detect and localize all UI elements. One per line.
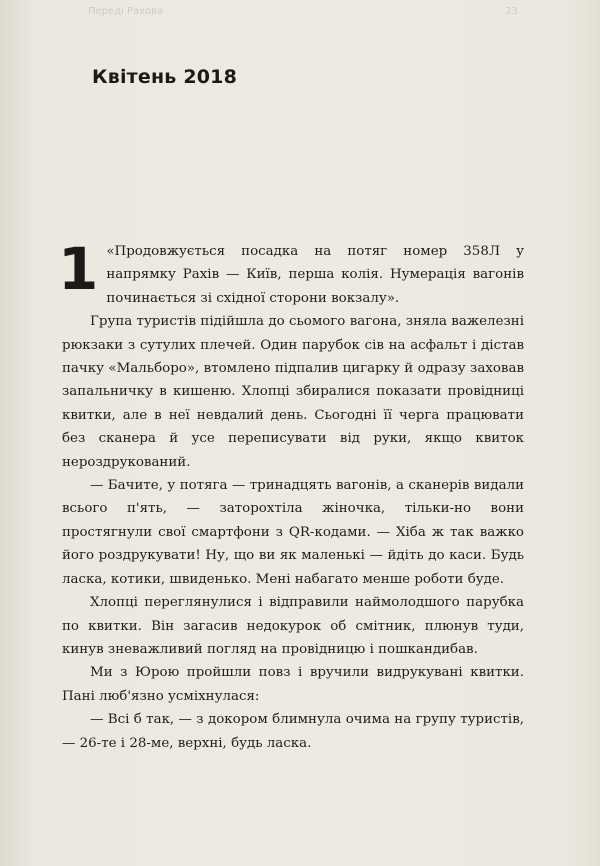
chapter-text — [58, 235, 524, 755]
paragraph-1 — [58, 235, 524, 310]
running-head — [0, 6, 600, 20]
page-number: 23 — [505, 6, 518, 17]
paragraph-4: Хлопці переглянулися і відправили наймолодшого парубка по квитки. Він загасив недокурок об смітник, плюнув туди, кинув зневажливий погляд на провідницю і пошкандибав. — [62, 595, 524, 657]
paragraph-5: Ми з Юрою пройшли повз і вручили видрукувані квитки. Пані люб'язно усміхнулася: — [62, 665, 524, 704]
paragraph-6: — Всі б так, — з докором блимнула очима на групу туристів, — 26-те і 28-ме, верхні, будь ласка. — [62, 712, 524, 751]
paragraph-3: — Бачите, у потяга — тринадцять вагонів, а сканерів видали всього п'ять, — заторохтіла жіночка, тільки-но вони простягнули свої смартфони з QR-кодами. — Хіба ж так важко його роздрукувати! Ну, що ви як маленькі — йдіть до каси. Будь ласка, котики, швиденько. Мені набагато менше роботи буде. — [62, 478, 524, 587]
running-head-title: Переді Рахова — [88, 6, 164, 17]
paragraph-1-text: «Продовжується посадка на потяг номер 358Л у напрямку Рахів — Київ, перша колія. Нумерація вагонів починається зі східної сторони вокзалу». — [106, 244, 524, 306]
chapter-title: Квітень 2018 — [92, 66, 238, 88]
paragraph-2: Група туристів підійшла до сьомого вагона, зняла важелезні рюкзаки з сутулих плечей. Один парубок сів на асфальт і дістав пачку «Мальборо», втомлено підпалив цигарку й одразу заховав запальничку в кишеню. Хлопці збиралися показати провідниці квитки, але в неї невдалий день. Сьогодні її черга працювати без сканера й усе переписувати від руки, якщо квиток нероздрукований. — [62, 314, 524, 470]
drop-cap-chapter-number: 1 — [58, 235, 99, 303]
